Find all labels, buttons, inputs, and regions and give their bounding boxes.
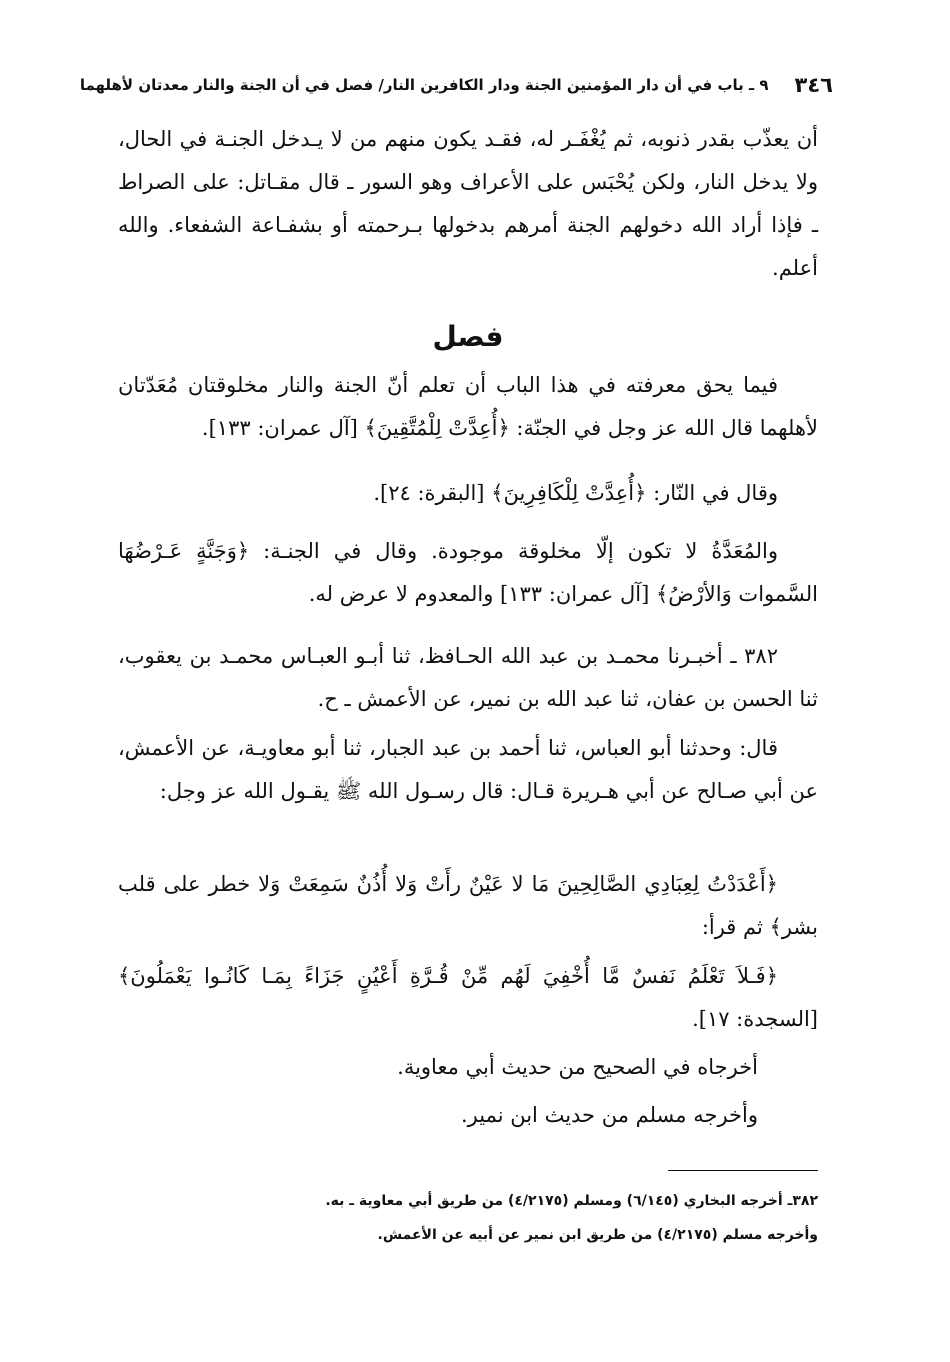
footnote-382-continued: وأخرجه مسلم (٤/٢١٧٥) من طريق ابن نمير عن أبيه عن الأعمش. xyxy=(377,1227,818,1243)
footnote-separator xyxy=(668,1170,818,1171)
section-heading: فصل xyxy=(432,320,504,353)
paragraph-hadith-382-second-chain: قال: وحدثنا أبو العباس، ثنا أحمد بن عبد الجبار، ثنا أبو معاويـة، عن الأعمش، عن أبي صـالح عن أبي هـريرة قـال: قال رسـول الله ﷺ يقـول الله عز وجل: xyxy=(118,736,818,803)
takhrij-line-2: وأخرجه مسلم من حديث ابن نمير. xyxy=(460,1103,758,1127)
paragraph-hadith-text: ﴿أَعْدَدْتُ لِعِبَادِي الصَّالِحِينَ مَا لا عَيْنٌ رأَتْ وَلا أُذُنٌ سَمِعَتْ وَلا خطر على قلب بشر﴾ ثم قرأ: xyxy=(118,872,818,939)
paragraph-quran-verse: ﴿فَـلاَ تَعْلَمُ نَفسٌ مَّا أُخْفِيَ لَهُم مِّنْ قُـرَّةِ أَعْيُنٍ جَزَاءً بِمَـا كَانُـوا يَعْمَلُونَ﴾ [السجدة: ١٧]. xyxy=(118,964,818,1031)
running-header xyxy=(79,70,833,100)
footnote-382: ٣٨٢ـ أخرجه البخاري (٦/١٤٥) ومسلم (٤/٢١٧٥) من طريق أبي معاوية ـ به. xyxy=(325,1193,818,1209)
paragraph-intro: فيما يحق معرفته في هذا الباب أن تعلم أنّ الجنة والنار مخلوقتان مُعَدّتان لأهلهما قال الله عز وجل في الجنّة: ﴿أُعِدَّتْ لِلْمُتَّقِينَ﴾ [آل عمران: ١٣٣]. xyxy=(118,373,818,440)
paragraph-prepared: والمُعَدَّةُ لا تكون إلّا مخلوقة موجودة. وقال في الجنـة: ﴿وَجَنَّةٍ عَـرْضُهَا السَّموات وَالأرْضُ﴾ [آل عمران: ١٣٣] والمعدوم لا عرض له. xyxy=(118,539,818,606)
paragraph-continuation: أن يعذّب بقدر ذنوبه، ثم يُغْفَـر له، فقـد يكون منهم من لا يـدخل الجنـة في الحال، ولا يدخل النار، ولكن يُحْبَس على الأعراف وهو السور ـ قال مقـاتل: على الصراط ـ فإذا أراد الله دخولهم الجنة أمرهم بدخولها بـرحمته أو بشفـاعة الشفعاء. والله أعلم. xyxy=(118,127,818,280)
paragraph-hadith-382-chain: ٣٨٢ ـ أخبـرنا محمـد بن عبد الله الحـافظ، ثنا أبـو العبـاس محمـد بن يعقوب، ثنا الحسن بن عفان، ثنا عبد الله بن نمير، عن الأعمش ـ ح. xyxy=(118,644,818,711)
running-header-title: ٩ ـ باب في أن دار المؤمنين الجنة ودار الكافرين النار/ فصل في أن الجنة والنار معدتان لأهلهما xyxy=(79,76,769,94)
takhrij-line-1: أخرجاه في الصحيح من حديث أبي معاوية. xyxy=(397,1055,758,1079)
paragraph-fire-verse: وقال في النّار: ﴿أُعِدَّتْ لِلْكَافِرِينَ﴾ [البقرة: ٢٤]. xyxy=(373,481,778,505)
page-number: ٣٤٦ xyxy=(794,73,833,97)
